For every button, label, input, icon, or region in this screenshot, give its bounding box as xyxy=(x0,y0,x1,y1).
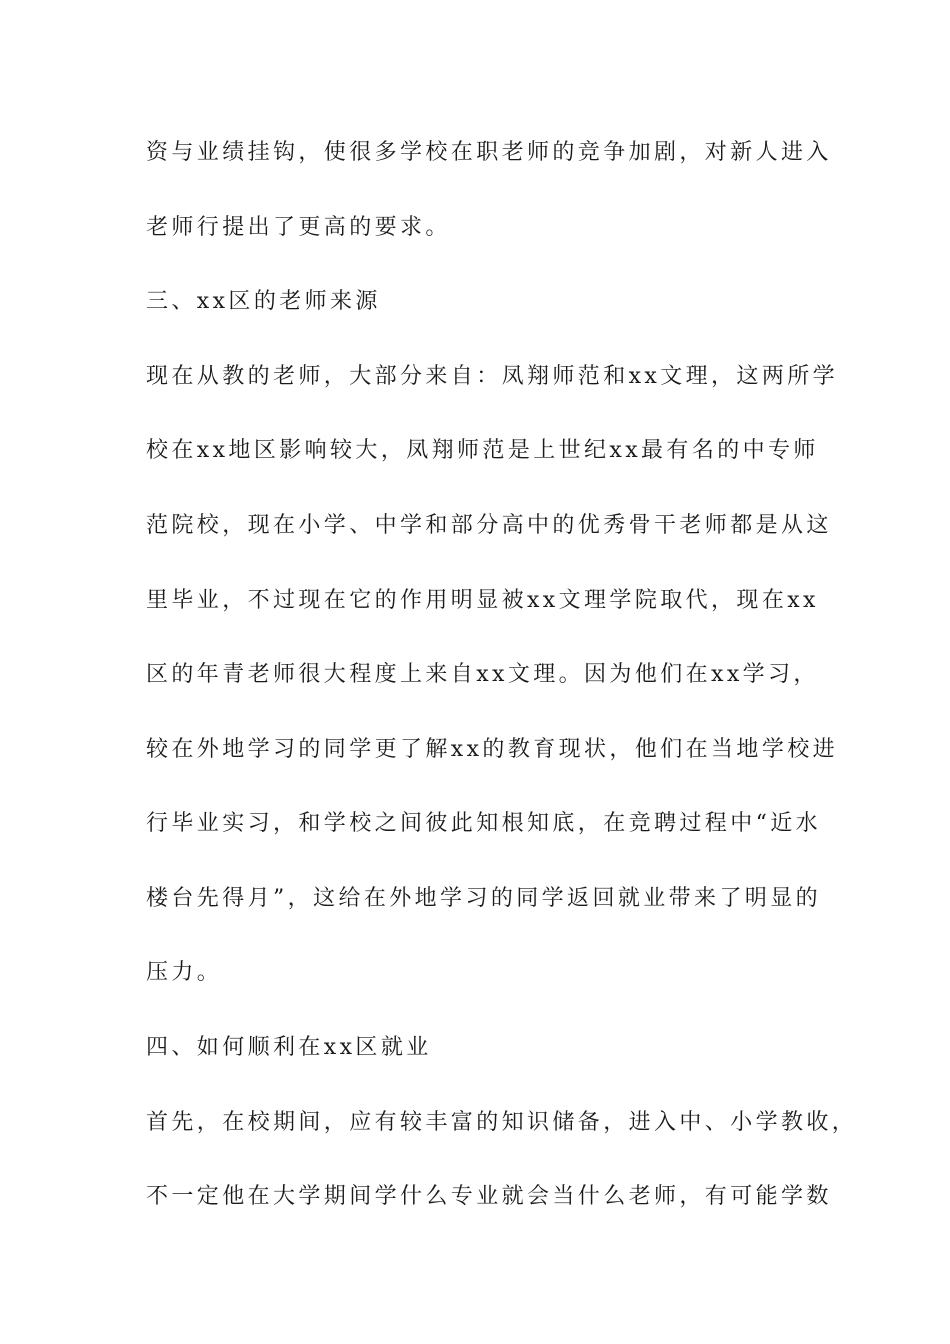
text-line: 校在xx地区影响较大，凤翔师范是上世纪xx最有名的中专师 xyxy=(146,438,819,463)
text-line: 现在从教的老师，大部分来自：凤翔师范和xx文理，这两所学 xyxy=(146,364,839,389)
text-line: 较在外地学习的同学更了解xx的教育现状，他们在当地学校进 xyxy=(146,737,839,762)
text-line: 区的年青老师很大程度上来自xx文理。因为他们在xx学习， xyxy=(146,662,819,687)
text-line: 不一定他在大学期间学什么专业就会当什么老师，有可能学数 xyxy=(146,1184,832,1209)
section-heading: 四、如何顺利在xx区就业 xyxy=(146,1035,432,1060)
text-line: 行毕业实习，和学校之间彼此知根知底，在竞聘过程中“近水 xyxy=(146,811,822,836)
text-line: 老师行提出了更高的要求。 xyxy=(146,215,451,240)
text-line: 范院校，现在小学、中学和部分高中的优秀骨干老师都是从这 xyxy=(146,513,832,538)
text-line: 里毕业，不过现在它的作用明显被xx文理学院取代，现在xx xyxy=(146,588,819,613)
section-heading: 三、xx区的老师来源 xyxy=(146,289,381,314)
text-line: 首先，在校期间，应有较丰富的知识储备，进入中、小学教收， xyxy=(146,1110,858,1135)
text-line: 楼台先得月”，这给在外地学习的同学返回就业带来了明显的 xyxy=(146,886,822,911)
text-line: 资与业绩挂钩，使很多学校在职老师的竞争加剧，对新人进入 xyxy=(146,140,832,165)
text-line: 压力。 xyxy=(146,960,223,985)
